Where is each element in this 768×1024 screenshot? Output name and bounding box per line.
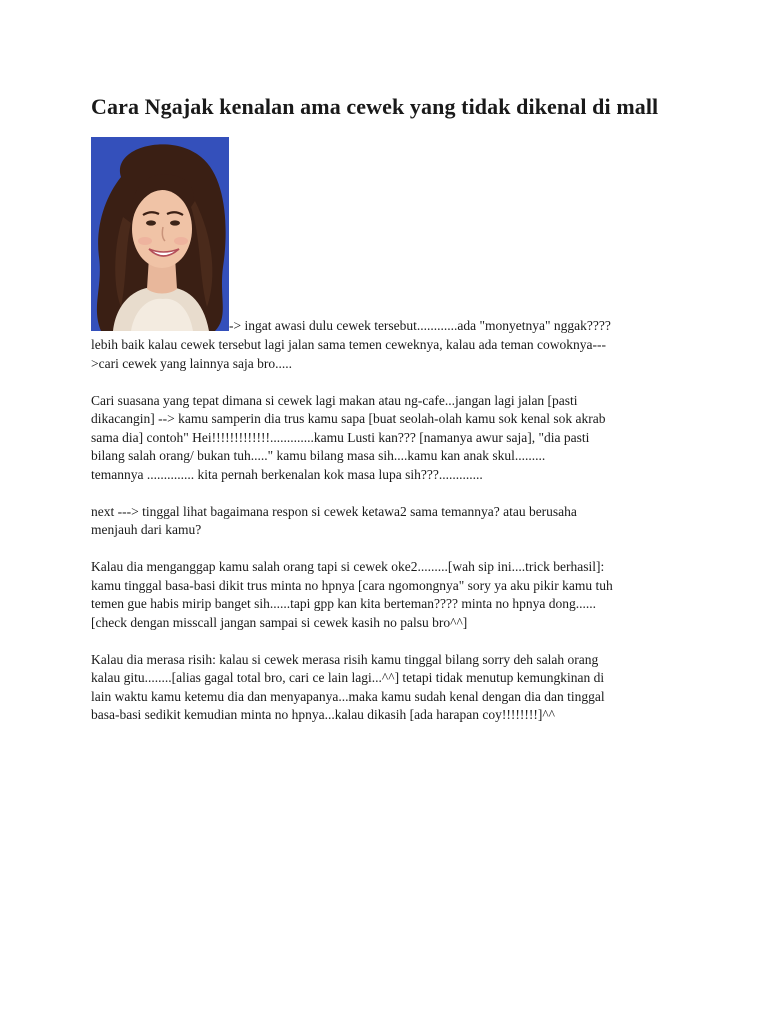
article-body	[91, 336, 691, 743]
text-line: >cari cewek yang lainnya saja bro.....	[91, 355, 293, 371]
text-line: basa-basi sedikit kemudian minta no hpnya...kalau dikasih [ada harapan coy!!!!!!!!]^^	[91, 707, 556, 722]
paragraph	[91, 392, 691, 485]
text-line: next ---> tinggal lihat bagaimana respon si cewek ketawa2 sama temannya? atau berusaha	[91, 503, 577, 519]
text-line: temen gue habis mirip banget sih......tapi gpp kan kita berteman???? minta no hpnya dong......	[91, 596, 596, 611]
text-line: Cari suasana yang tepat dimana si cewek lagi makan atau ng-cafe...jangan lagi jalan [pasti	[91, 392, 578, 408]
text-line: kalau gitu........[alias gagal total bro, cari ce lain lagi...^^] tetapi tidak menutup kemungkinan di	[91, 670, 605, 685]
text-line: [check dengan misscall jangan sampai si cewek kasih no palsu bro^^]	[91, 614, 468, 630]
paragraph	[91, 503, 691, 540]
text-line: lain waktu kamu ketemu dia dan menyapanya...maka kamu sudah kenal dengan dia dan tinggal	[91, 688, 605, 704]
text-line: kamu tinggal basa-basi dikit trus minta no hpnya [cara ngomongnya" sory ya aku pikir kamu tuh	[91, 577, 613, 593]
text-line: dikacangin] --> kamu samperin dia trus kamu sapa [buat seolah-olah kamu sok kenal sok akrab	[91, 411, 606, 426]
text-line: temannya .............. kita pernah berkenalan kok masa lupa sih???.............	[91, 466, 483, 482]
text-line: Kalau dia menganggap kamu salah orang tapi si cewek oke2.........[wah sip ini....trick berhasil]:	[91, 559, 605, 574]
text-line: sama dia] contoh" Hei!!!!!!!!!!!!!.............kamu Lusti kan??? [namanya awur saja], "dia pasti	[91, 429, 590, 445]
paragraph	[91, 558, 691, 632]
paragraph	[91, 336, 691, 373]
text-line: menjauh dari kamu?	[91, 522, 202, 537]
page-title: Cara Ngajak kenalan ama cewek yang tidak dikenal di mall	[91, 94, 659, 119]
paragraph	[91, 651, 691, 725]
text-line: lebih baik kalau cewek tersebut lagi jalan sama temen ceweknya, kalau ada teman cowoknya---	[91, 337, 607, 352]
text-line: bilang salah orang/ bukan tuh....." kamu bilang masa sih....kamu kan anak skul.........	[91, 448, 546, 463]
intro-first-line: -> ingat awasi dulu cewek tersebut............ada "monyetnya" nggak????	[229, 318, 611, 333]
text-line: Kalau dia merasa risih: kalau si cewek merasa risih kamu tinggal bilang sorry deh salah orang	[91, 651, 599, 667]
portrait-photo	[91, 137, 229, 331]
